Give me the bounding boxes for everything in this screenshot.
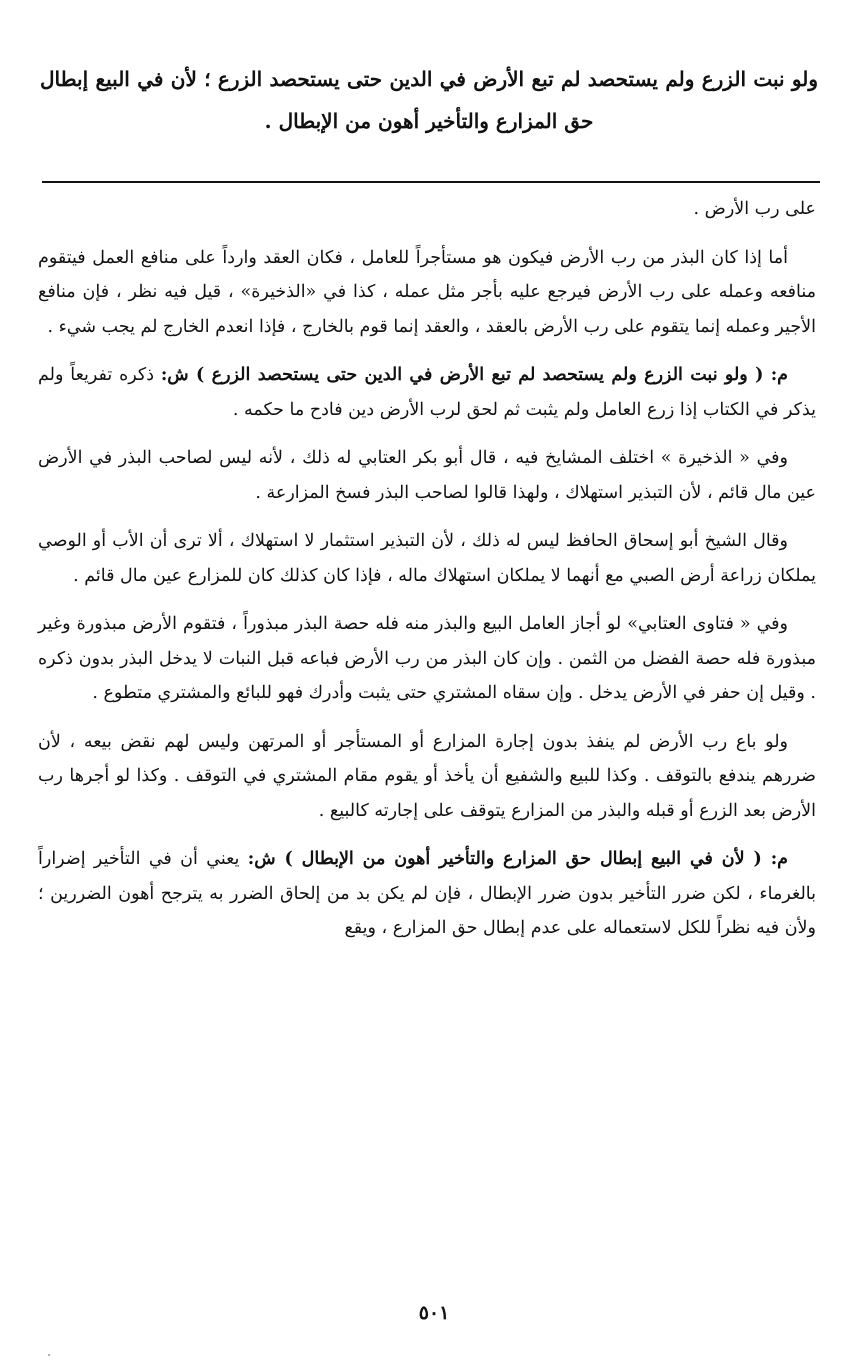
matn-paragraph: ولو نبت الزرع ولم يستحصد لم تبع الأرض في الدين حتى يستحصد الزرع ؛ لأن في البيع إبطال حق المزارع والتأخير أهون من الإبطال .: [40, 67, 818, 133]
commentary-paragraph-7: [38, 842, 816, 946]
commentary-paragraph-3: وفي « الذخيرة » اختلف المشايخ فيه ، قال أبو بكر العتابي له ذلك ، لأنه ليس لصاحب البذر في الأرض عين مال قائم ، لأن التبذير استهلاك ، ولهذا قالوا لصاحب البذر فسخ المزارعة .: [38, 448, 816, 503]
commentary-text: [38, 192, 816, 960]
commentary-paragraph-1: أما إذا كان البذر من رب الأرض فيكون هو مستأجراً للعامل ، فكان العقد وارداً على منافع العمل فيتقوم منافعه وعمله على رب الأرض فيرجع عليه بأجر مثل عمله ، كذا في «الذخيرة» ، قيل فيه نظر ، فإن منافع الأجير وعمله إنما يتقوم على رب الأرض بالعقد ، والعقد إنما قوم بالخارج ، فإذا انعدم الخارج لم يجب شيء .: [38, 247, 816, 337]
commentary-paragraph-2-body: ذكره تفريعاً ولم يذكر في الكتاب إذا زرع العامل ولم يثبت ثم لحق لرب الأرض دين فادح ما حكمه .: [38, 365, 816, 420]
commentary-paragraph-7-body: يعني أن في التأخير إضراراً بالغرماء ، لكن ضرر التأخير بدون ضرر الإبطال ، فإن لم يكن بد من إلحاق الضرر به يترجح أهون الضررين ؛ ولأن فيه نظراً للكل لاستعماله على عدم إبطال حق المزارع ، ويقع: [38, 849, 816, 938]
matn-text: [40, 58, 818, 142]
commentary-paragraph-5: وفي « فتاوى العتابي» لو أجاز العامل البيع والبذر منه فله حصة البذر مبذوراً ، فتقوم الأرض مبذورة وغير مبذورة فله حصة الفضل من الثمن . وإن كان البذر من رب الأرض فباعه قبل النبات لا يدخل البذر بدون ذكره . وقيل إن حفر في الأرض يدخل . وإن سقاه المشتري حتى يثبت وأدرك فهو للبائع والمشتري متطوع .: [38, 614, 816, 703]
matn-quote-1: م: ( ولو نبت الزرع ولم يستحصد لم تبع الأرض في الدين حتى يستحصد الزرع ) ش:: [160, 365, 788, 385]
commentary-paragraph-4: وقال الشيخ أبو إسحاق الحافظ ليس له ذلك ، لأن التبذير استثمار لا استهلاك ، ألا ترى أن الأب أو الوصي يملكان زراعة أرض الصبي مع أنهما لا يملكان استهلاك ماله ، فإذا كان كذلك كان للمزارع عين مال قائم .: [38, 531, 816, 586]
page-number: ٥٠١: [418, 1302, 450, 1324]
commentary-paragraph-2: [38, 358, 816, 427]
commentary-paragraph-6: ولو باع رب الأرض لم ينفذ بدون إجارة المزارع أو المستأجر أو المرتهن وليس لهم نقض بيعه ، لأن ضررهم يندفع بالتوقف . وكذا للبيع والشفيع أن يأخذ أو يقوم مقام المشتري في التوقف . وكذا لو أجرها رب الأرض بعد الزرع أو قبله والبذر من المزارع يتوقف على إجارته كالبيع .: [38, 731, 816, 821]
separator-rule: [42, 181, 820, 183]
matn-quote-2: م: ( لأن في البيع إبطال حق المزارع والتأخير أهون من الإبطال ) ش:: [247, 849, 788, 869]
scan-speck: [48, 1354, 50, 1356]
commentary-paragraph-0: على رب الأرض .: [693, 199, 816, 219]
